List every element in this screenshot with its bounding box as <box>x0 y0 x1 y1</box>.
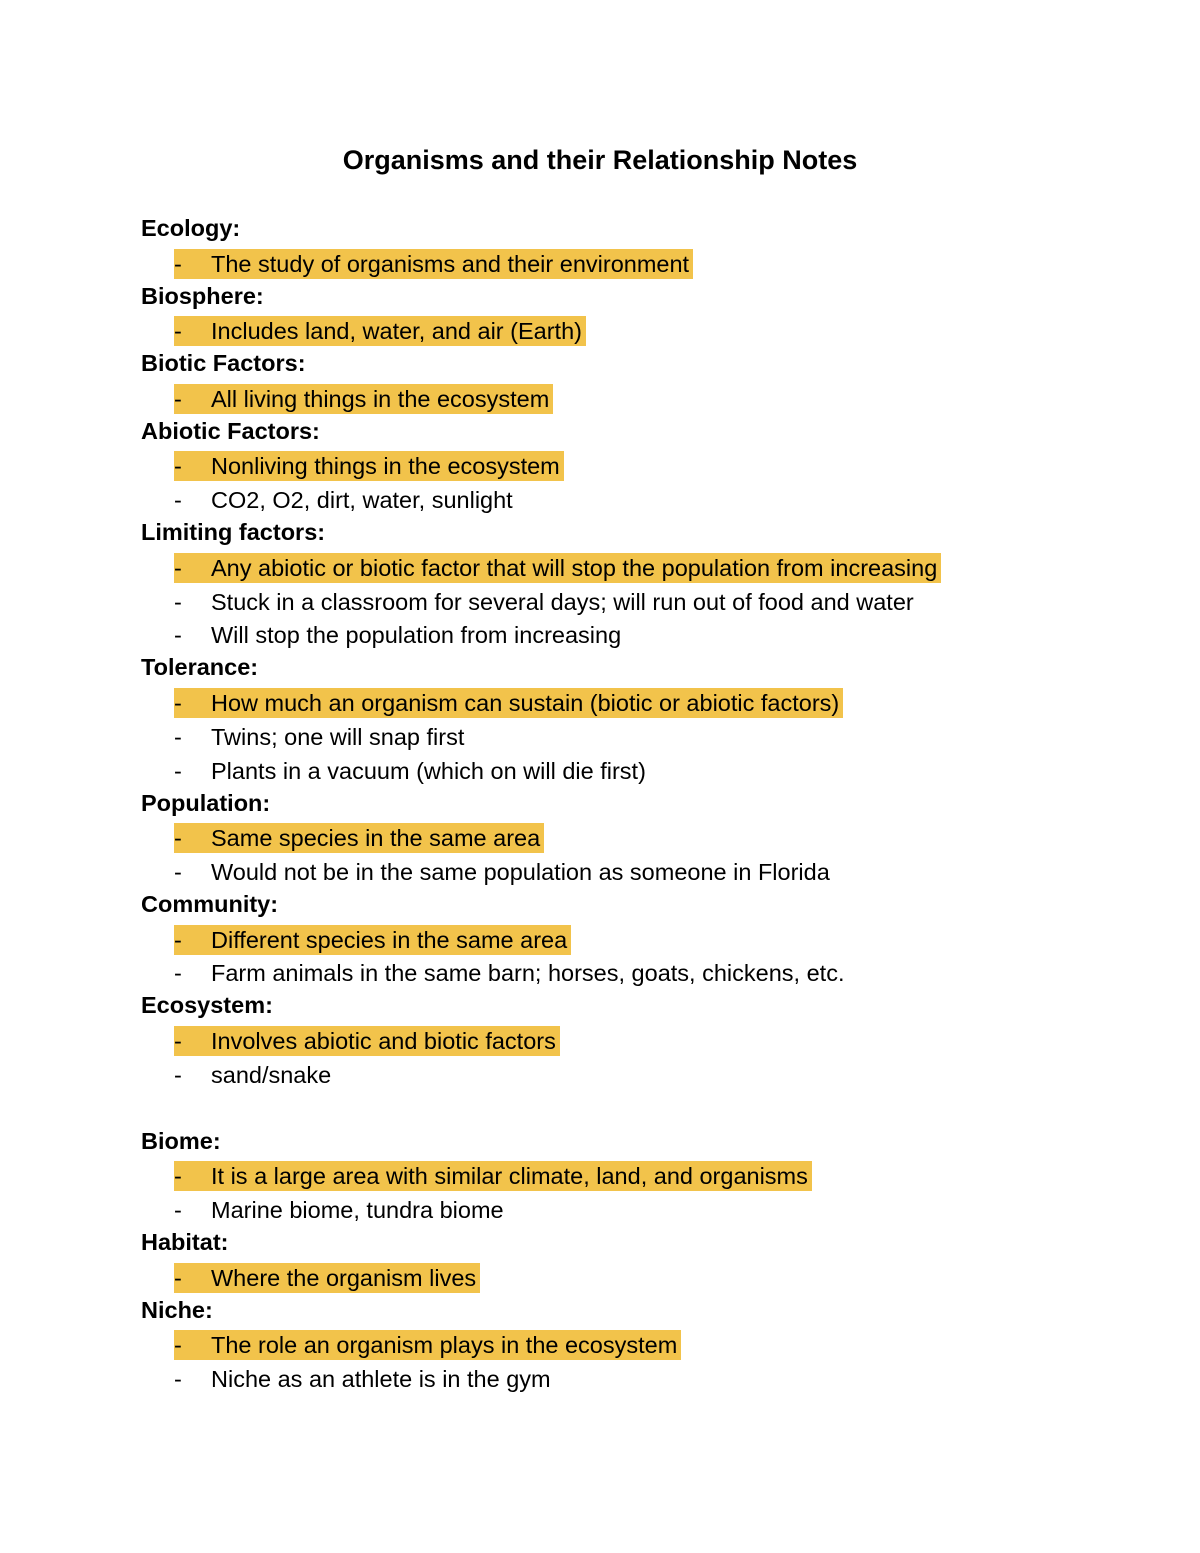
bullet-text: Includes land, water, and air (Earth) <box>211 318 582 345</box>
bullet-dash: - <box>174 622 182 649</box>
notes-body <box>141 212 1151 1395</box>
highlight-mark <box>174 823 544 853</box>
bullet-dash: - <box>174 1027 182 1054</box>
bullet-content <box>174 722 468 752</box>
bullet-text: Will stop the population from increasing <box>211 622 622 649</box>
bullet-text: Same species in the same area <box>211 825 541 852</box>
blank-line <box>141 1091 1151 1125</box>
section-term: Abiotic Factors: <box>141 417 320 444</box>
highlight-mark <box>174 688 843 718</box>
bullet-content <box>174 1364 555 1394</box>
highlight-mark <box>174 553 941 583</box>
section-term: Population: <box>141 789 271 816</box>
bullet-dash: - <box>174 926 182 953</box>
bullet-content <box>174 587 918 617</box>
bullet-text: Marine biome, tundra biome <box>211 1196 504 1223</box>
bullet-text: All living things in the ecosystem <box>211 385 550 412</box>
bullet-item <box>141 1361 1151 1395</box>
bullet-item <box>141 719 1151 753</box>
bullet-dash: - <box>174 554 182 581</box>
bullet-content <box>174 958 848 988</box>
bullet-text: Where the organism lives <box>211 1264 477 1291</box>
highlighted-bullet <box>141 313 1151 347</box>
section-term: Biosphere: <box>141 282 264 309</box>
bullet-text: sand/snake <box>211 1061 332 1088</box>
bullet-text: Nonliving things in the ecosystem <box>211 453 560 480</box>
page-title: Organisms and their Relationship Notes <box>342 145 858 175</box>
bullet-content <box>174 620 625 650</box>
bullet-dash: - <box>174 858 182 885</box>
section-term: Biotic Factors: <box>141 350 306 377</box>
section-term: Limiting factors: <box>141 519 326 546</box>
highlighted-bullet <box>141 246 1151 280</box>
bullet-content <box>174 1195 508 1225</box>
bullet-dash: - <box>174 318 182 345</box>
bullet-item <box>141 618 1151 652</box>
bullet-item <box>141 956 1151 990</box>
highlight-mark <box>174 1263 480 1293</box>
highlight-mark <box>174 249 693 279</box>
bullet-content <box>174 756 650 786</box>
bullet-text: Stuck in a classroom for several days; will run out of food and water <box>211 588 914 615</box>
section-term: Tolerance: <box>141 654 259 681</box>
highlighted-bullet <box>141 1158 1151 1192</box>
bullet-item <box>141 584 1151 618</box>
highlight-mark <box>174 384 553 414</box>
highlighted-bullet <box>141 922 1151 956</box>
highlighted-bullet <box>141 550 1151 584</box>
bullet-text: Would not be in the same population as someone in Florida <box>211 858 830 885</box>
bullet-text: How much an organism can sustain (biotic or abiotic factors) <box>211 689 840 716</box>
highlighted-bullet <box>141 1260 1151 1294</box>
bullet-dash: - <box>174 453 182 480</box>
bullet-item <box>141 1192 1151 1226</box>
highlighted-bullet <box>141 381 1151 415</box>
bullet-content <box>174 1060 335 1090</box>
bullet-text: Any abiotic or biotic factor that will stop the population from increasing <box>211 554 938 581</box>
bullet-text: Involves abiotic and biotic factors <box>211 1027 556 1054</box>
bullet-dash: - <box>174 1061 182 1088</box>
bullet-text: CO2, O2, dirt, water, sunlight <box>211 487 513 514</box>
highlighted-bullet <box>141 1327 1151 1361</box>
section-term: Ecosystem: <box>141 992 273 1019</box>
bullet-dash: - <box>174 588 182 615</box>
highlight-mark <box>174 1330 681 1360</box>
bullet-dash: - <box>174 757 182 784</box>
highlight-mark <box>174 925 571 955</box>
bullet-dash: - <box>174 1196 182 1223</box>
bullet-content <box>174 857 834 887</box>
section-term: Habitat: <box>141 1228 229 1255</box>
highlighted-bullet <box>141 1023 1151 1057</box>
highlighted-bullet <box>141 820 1151 854</box>
bullet-text: Twins; one will snap first <box>211 723 465 750</box>
bullet-dash: - <box>174 689 182 716</box>
bullet-dash: - <box>174 250 182 277</box>
bullet-dash: - <box>174 1163 182 1190</box>
highlighted-bullet <box>141 449 1151 483</box>
bullet-text: Plants in a vacuum (which on will die first) <box>211 757 646 784</box>
bullet-dash: - <box>174 1365 182 1392</box>
highlighted-bullet <box>141 685 1151 719</box>
bullet-dash: - <box>174 723 182 750</box>
section-term: Niche: <box>141 1296 213 1323</box>
section-term: Ecology: <box>141 215 241 241</box>
bullet-text: Farm animals in the same barn; horses, goats, chickens, etc. <box>211 960 845 987</box>
bullet-dash: - <box>174 825 182 852</box>
section-term: Biome: <box>141 1127 221 1154</box>
highlight-mark <box>174 1026 560 1056</box>
highlight-mark <box>174 1161 812 1191</box>
bullet-item <box>141 1057 1151 1091</box>
bullet-dash: - <box>174 1332 182 1359</box>
section-term: Community: <box>141 890 279 917</box>
bullet-item <box>141 753 1151 787</box>
bullet-text: The role an organism plays in the ecosystem <box>211 1332 678 1359</box>
bullet-text: It is a large area with similar climate, land, and organisms <box>211 1163 808 1190</box>
bullet-text: Different species in the same area <box>211 926 568 953</box>
bullet-text: Niche as an athlete is in the gym <box>211 1365 551 1392</box>
highlight-mark <box>174 316 586 346</box>
bullet-dash: - <box>174 385 182 412</box>
bullet-text: The study of organisms and their environment <box>211 250 690 277</box>
bullet-dash: - <box>174 960 182 987</box>
bullet-dash: - <box>174 487 182 514</box>
bullet-dash: - <box>174 1264 182 1291</box>
highlight-mark <box>174 451 564 481</box>
bullet-item <box>141 482 1151 516</box>
bullet-content <box>174 485 517 515</box>
bullet-item <box>141 854 1151 888</box>
